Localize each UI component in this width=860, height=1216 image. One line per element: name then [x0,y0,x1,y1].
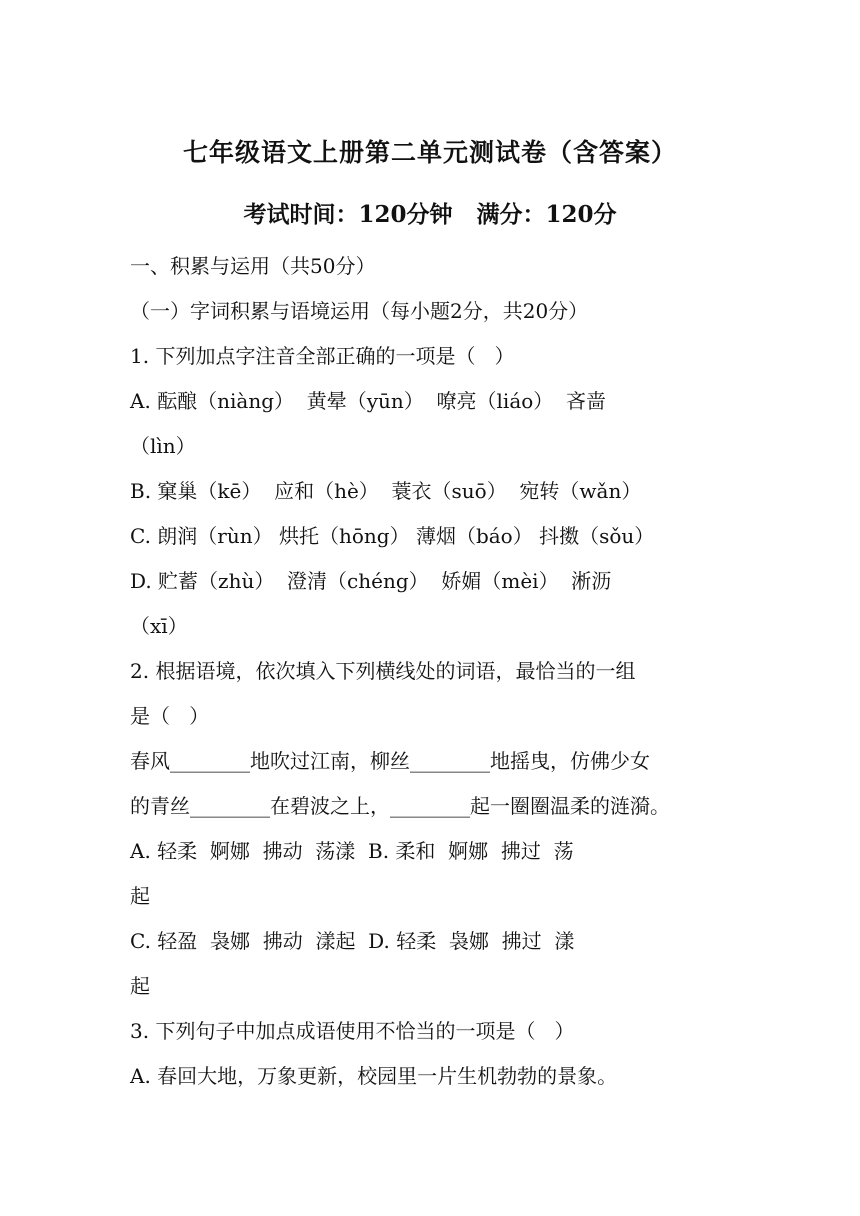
question-2-options-ab-cont: 起 [130,884,150,908]
page-title: 七年级语文上册第二单元测试卷（含答案） [182,138,677,167]
question-2-passage: 春风________地吹过江南，柳丝________地摇曳，仿佛少女 [130,749,650,773]
question-1-option-d: D. 贮蓄（zhù） 澄清（chéng） 娇媚（mèi） 淅沥 [130,569,612,593]
section-heading: 一、积累与运用（共50分） [130,254,376,278]
question-3-stem: 3. 下列句子中加点成语使用不恰当的一项是（ ） [130,1019,575,1043]
exam-info: 考试时间：120分钟 满分：120分 [243,201,617,228]
question-1-stem: 1. 下列加点字注音全部正确的一项是（ ） [130,344,515,368]
question-1-option-c: C. 朗润（rùn） 烘托（hōng） 薄烟（báo） 抖擞（sǒu） [130,524,655,548]
question-2-stem: 2. 根据语境，依次填入下列横线处的词语，最恰当的一组 [130,659,636,683]
question-2-options-cd-cont: 起 [130,974,150,998]
question-1-option-a-cont: （lìn） [130,434,196,458]
question-2-passage-cont: 的青丝________在碧波之上，________起一圈圈温柔的涟漪。 [130,794,670,818]
question-1-option-d-cont: （xī） [130,614,188,638]
subsection-heading: （一）字词积累与语境运用（每小题2分，共20分） [130,299,589,323]
question-2-options-ab: A. 轻柔 婀娜 拂动 荡漾 B. 柔和 婀娜 拂过 荡 [130,839,574,863]
question-3-option-a: A. 春回大地，万象更新，校园里一片生机勃勃的景象。 [130,1064,618,1088]
question-1-option-a: A. 酝酿（niàng） 黄晕（yūn） 嘹亮（liáo） 吝啬 [130,389,607,413]
question-2-stem-cont: 是（ ） [130,704,210,728]
question-1-option-b: B. 窠巢（kē） 应和（hè） 蓑衣（suō） 宛转（wǎn） [130,479,642,503]
question-2-options-cd: C. 轻盈 袅娜 拂动 漾起 D. 轻柔 袅娜 拂过 漾 [130,929,575,953]
